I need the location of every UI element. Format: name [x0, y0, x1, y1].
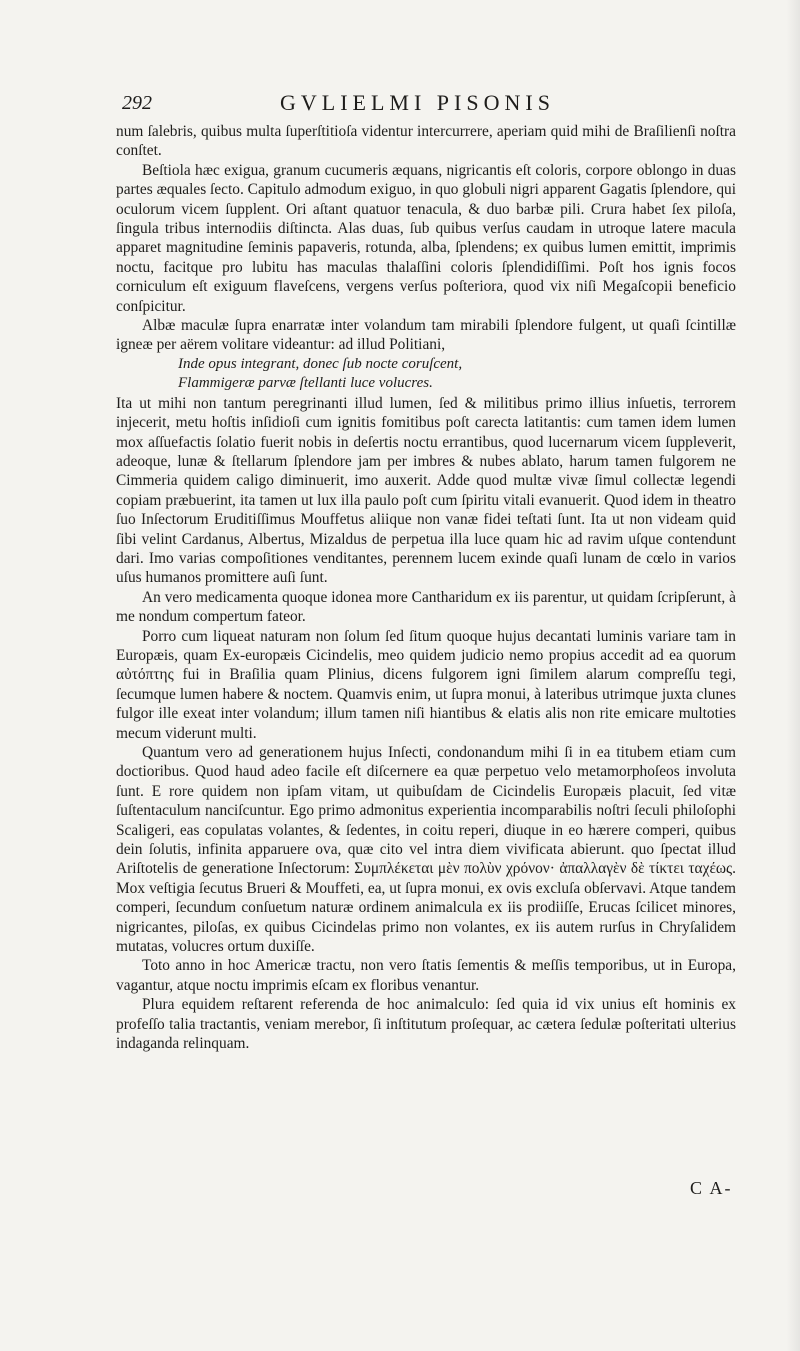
running-title: GVLIELMI PISONIS	[280, 90, 555, 115]
paragraph-1: num ſalebris, quibus multa ſuperſtitioſa videntur intercurrere, aperiam quid mihi de Braſilienſi noſtra conſtet.	[116, 123, 736, 160]
paragraph-9: Plura equidem reſtarent referenda de hoc animalculo: ſed quia id vix unius eſt hominis ex profeſſo talia tractantis, veniam merebor, ſi inſtitutum proſequar, ac cætera ſedulæ poſteritati ulterius indaganda relinquam.	[116, 996, 736, 1053]
verse-line-1: Inde opus integrant, donec ſub nocte coruſcent,	[178, 355, 463, 372]
paragraph-3: Albæ maculæ ſupra enarratæ inter volandum tam mirabili ſplendore fulgent, ut quaſi ſcintillæ igneæ per aërem volitare videantur: ad illud Politiani,	[116, 317, 736, 354]
paragraph-2: Beſtiola hæc exigua, granum cucumeris æquans, nigricantis eſt coloris, corpore oblongo in duas partes æquales ſecto. Capitulo admodum exiguo, in quo globuli nigri apparent Gagatis ſplendore, qui oculorum vicem ſupplent. Ori aſtant quatuor tenacula, & duo barbæ pili. Crura habet ſex piloſa, ſingula tribus internodiis diſtincta. Alas duas, ſub quibus verſus caudam in utroque latere macula apparet magnitudine ſeminis papaveris, rotunda, alba, ſplendens; ex quibus lumen emittit, imprimis noctu, facitque pro lubitu has maculas thalaſſini coloris ſplendidiſſimi. Poſt hos ignis focos corniculum eſt exiguum flaveſcens, vergens verſus poſteriora, quod vix niſi Megaſcopii beneficio conſpicitur.	[116, 161, 736, 315]
verse-line-2: Flammigeræ parvæ ſtellanti luce volucres.	[178, 375, 433, 392]
paragraph-4: Ita ut mihi non tantum peregrinanti illud lumen, ſed & militibus primo illius inſuetis, terrorem injecerit, metu hoſtis inſidioſi cum ignitis fomitibus poſt carecta latitantis: cum tamen idem lumen mox aſſuefactis ſolatio fuerit nobis in deſertis noctu errantibus, quod lucernarum vicem ſuppleverit, adeoque, lunæ & ſtellarum ſplendore jam per imbres & nubes ablato, harum tamen fulgorem ne Cimmeria quidem caligo diminuerit, imo auxerit. Adde quod multæ vivæ ſimul collectæ legendi copiam præbuerint, ita tamen ut lux illa paulo poſt cum ſpiritu vitali evanuerit. Quod idem in theatro ſuo Inſectorum Eruditiſſimus Mouffetus aliique non vanæ fidei teſtati ſunt. Ita ut non videam quid ſibi velint Cardanus, Albertus, Mizaldus de perpetua illa luce quam hic ad ravim uſque contendunt dari. Imo varias compoſitiones venditantes, perennem lucem exinde quaſi lunam de cœlo in varios uſus humanos promittere auſi ſunt.	[116, 394, 736, 587]
paragraph-7: Quantum vero ad generationem hujus Inſecti, condonandum mihi ſi in ea titubem etiam cum doctioribus. Quod haud adeo facile eſt diſcernere ea quæ perpetuo velo metamorphoſeos involuta ſunt. E rore quidem non ipſam vitam, ut quibuſdam de Cicindelis Europæis placuit, ſed vitæ ſuſtentaculum nanciſcuntur. Ego primo admonitus experientia incomparabilis noſtri ſeculi philoſophi Scaligeri, eas copulatas volantes, & ſedentes, in coitu reperi, diuque in eo hærere comperi, quibus dein ſolutis, infinita apparuere ova, quæ cito vel intra diem vivificata abierunt. quo ſpectat illud Ariſtotelis de generatione Inſectorum: Συμπλέκεται μὲν πολὺν χρόνον· ἀπαλλαγὲν δὲ τίκτει ταχέως. Mox veſtigia ſecutus Brueri & Mouffeti, ea, ut ſupra monui, ex ovis excluſa obſervavi. Atque tandem comperi, ſecundum conſuetum naturæ ordinem animalcula ex iis prodiiſſe, Erucas ſcilicet minores, nigricantes, piloſas, ex quibus Cicindelas primo non volantes, ex iis autem rurſus in Chryſalidem mutatas, volucres ortum duxiſſe.	[116, 744, 736, 956]
paragraph-6: Porro cum liqueat naturam non ſolum ſed ſitum quoque hujus decantati luminis variare tam in Europæis, quam Ex-europæis Cicindelis, meo quidem judicio nemo propius accedit ad ea quorum αὐτόπτης fui in Braſilia quam Plinius, dicens fulgorem igni ſimilem alarum compreſſu tegi, ſecumque lumen habere & noctem. Quamvis enim, ut ſupra monui, à lateribus utrimque juxta clunes fulgor ille exeat inter volandum; illum tamen niſi hiantibus & elatis alis non rite emicare multoties mecum viderunt multi.	[116, 627, 736, 742]
page-edge-shadow	[786, 0, 800, 1351]
page-number: 292	[122, 92, 152, 114]
body-text	[116, 122, 736, 1054]
catchword: C A-	[690, 1178, 733, 1198]
paragraph-8: Toto anno in hoc Americæ tractu, non vero ſtatis ſementis & meſſis temporibus, ut in Europa, vagantur, atque noctu imprimis eſcam ex floribus venantur.	[116, 957, 736, 994]
page-header	[122, 86, 742, 116]
paragraph-5: An vero medicamenta quoque idonea more Cantharidum ex iis parentur, ut quidam ſcripſerunt, à me nondum compertum fateor.	[116, 588, 736, 626]
